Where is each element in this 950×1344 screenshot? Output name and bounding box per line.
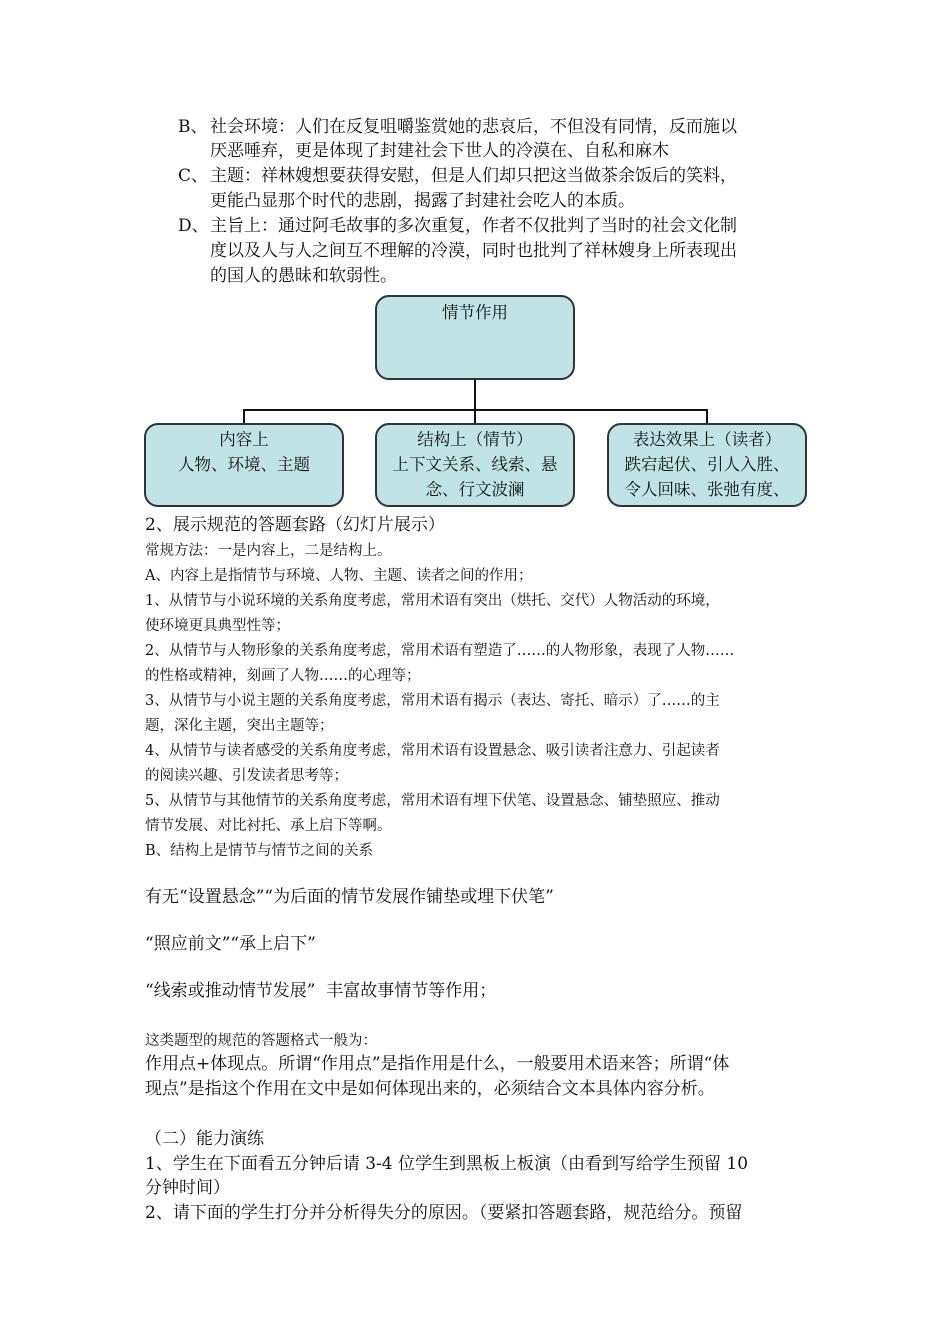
option-line: 主旨上：通过阿毛故事的多次重复，作者不仅批判了当时的社会文化制 — [210, 216, 737, 236]
format-line: 作用点+体现点。所谓“作用点”是指作用是什么，一般要用术语来答；所谓“体 — [145, 1054, 730, 1074]
body-line: 2、从情节与人物形象的关系角度考虑，常用术语有塑造了……的人物形象，表现了人物…… — [145, 643, 735, 659]
body-line: 的性格或精神，刻画了人物……的心理等； — [145, 668, 421, 684]
practice-line: 分钟时间） — [145, 1178, 230, 1198]
box-line: 内容上 — [219, 430, 269, 449]
diagram-box-content — [144, 423, 344, 507]
connector-line — [474, 380, 476, 410]
structure-term: “照应前文”“承上启下” — [145, 934, 316, 954]
practice-line: 2、请下面的学生打分并分析得失分的原因。（要紧扣答题套路，规范给分。预留 — [145, 1203, 743, 1223]
diagram-root-label: 情节作用 — [442, 303, 508, 322]
format-line: 现点”是指这个作用在文中是如何体现出来的，必须结合文本具体内容分析。 — [145, 1079, 715, 1099]
box-line: 跌宕起伏、引人入胜、 — [624, 455, 790, 474]
body-line: 的阅读兴趣、引发读者思考等； — [145, 768, 348, 784]
option-line: 厌恶唾弃，更是体现了封建社会下世人的冷漠在、自私和麻木 — [210, 141, 669, 161]
body-line: 题，深化主题，突出主题等； — [145, 718, 334, 734]
body-line: 1、从情节与小说环境的关系角度考虑，常用术语有突出（烘托、交代）人物活动的环境， — [145, 593, 720, 609]
box-line: 念、行文波澜 — [425, 480, 525, 499]
diagram-root-box — [375, 295, 575, 380]
diagram-box-expression — [607, 423, 807, 507]
option-line: 社会环境：人们在反复咀嚼鉴赏她的悲哀后，不但没有同情，反而施以 — [210, 117, 737, 137]
connector-line — [474, 409, 476, 424]
connector-line — [243, 409, 245, 424]
body-line: 使环境更具典型性等； — [145, 618, 290, 634]
option-label: C、 — [178, 166, 209, 186]
box-line: 结构上（情节） — [417, 430, 533, 449]
practice-heading: （二）能力演练 — [145, 1129, 264, 1149]
body-line: 3、从情节与小说主题的关系角度考虑，常用术语有揭示（表达、寄托、暗示）了……的主 — [145, 693, 720, 709]
body-line: B、结构上是情节与情节之间的关系 — [145, 843, 374, 859]
option-line: 的国人的愚昧和软弱性。 — [210, 266, 397, 286]
body-line: A、内容上是指情节与环境、人物、主题、读者之间的作用； — [145, 568, 533, 584]
body-line: 常规方法：一是内容上，二是结构上。 — [145, 543, 392, 559]
box-line: 人物、环境、主题 — [178, 455, 310, 474]
option-line: 度以及人与人之间互不理解的冷漠，同时也批判了祥林嫂身上所表现出 — [210, 241, 737, 261]
body-line: 4、从情节与读者感受的关系角度考虑，常用术语有设置悬念、吸引读者注意力、引起读者 — [145, 743, 720, 759]
body-line: 情节发展、对比衬托、承上启下等啊。 — [145, 818, 392, 834]
option-label: B、 — [178, 117, 208, 137]
format-intro: 这类题型的规范的答题格式一般为： — [145, 1033, 377, 1049]
box-line: 令人回味、张弛有度、 — [624, 480, 790, 499]
option-line: 更能凸显那个时代的悲剧，揭露了封建社会吃人的本质。 — [210, 191, 635, 211]
practice-line: 1、学生在下面看五分钟后请 3-4 位学生到黑板上板演（由看到写给学生预留 10 — [145, 1154, 749, 1174]
option-label: D、 — [178, 216, 209, 236]
box-line: 表达效果上（读者） — [632, 430, 782, 449]
structure-term: 有无“设置悬念”“为后面的情节发展作铺垫或埋下伏笔” — [145, 887, 554, 907]
connector-line — [706, 409, 708, 424]
box-line: 上下文关系、线索、悬 — [392, 455, 558, 474]
structure-term: “线索或推动情节发展” 丰富故事情节等作用； — [145, 981, 497, 1001]
diagram-box-structure — [375, 423, 575, 507]
section-heading: 2、展示规范的答题套路（幻灯片展示） — [145, 515, 445, 535]
body-line: 5、从情节与其他情节的关系角度考虑，常用术语有埋下伏笔、设置悬念、铺垫照应、推动 — [145, 793, 720, 809]
option-line: 主题：祥林嫂想要获得安慰，但是人们却只把这当做茶余饭后的笑料， — [210, 166, 737, 186]
